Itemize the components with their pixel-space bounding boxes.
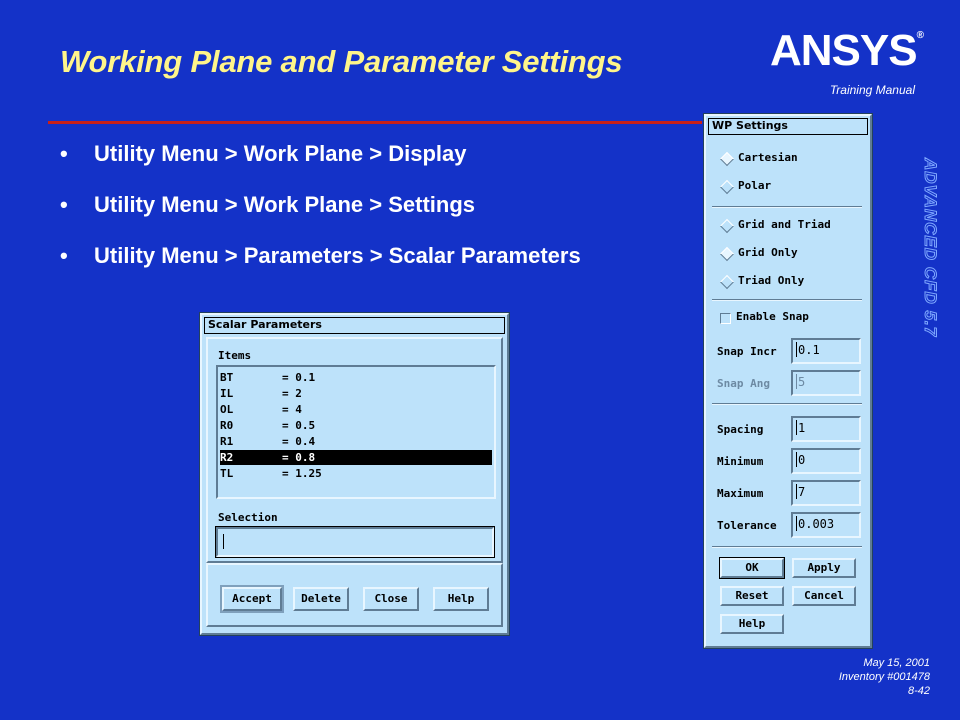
footer-date: May 15, 2001	[863, 657, 930, 669]
dialog-title: Scalar Parameters	[204, 317, 505, 334]
items-list[interactable]	[216, 365, 496, 499]
bullet-text: Utility Menu > Work Plane > Settings	[94, 192, 476, 217]
cartesian-label: Cartesian	[738, 151, 798, 164]
ansys-logo	[770, 26, 923, 76]
list-item[interactable]: OL = 4	[220, 403, 302, 416]
separator	[712, 403, 862, 405]
grid-only-label: Grid Only	[738, 246, 798, 259]
list-item[interactable]: BT = 0.1	[220, 371, 316, 384]
radio-grid-only[interactable]	[720, 247, 734, 261]
apply-button[interactable]: Apply	[792, 558, 856, 578]
bullet-dot: •	[60, 141, 68, 166]
radio-triad-only[interactable]	[720, 275, 734, 289]
cancel-button[interactable]: Cancel	[792, 586, 856, 606]
slide-footer	[760, 656, 930, 698]
ok-button[interactable]: OK	[720, 558, 784, 578]
logo-text: ANSYS	[770, 26, 917, 75]
accept-button[interactable]: Accept	[222, 587, 282, 611]
snap-ang-field[interactable]	[791, 370, 861, 396]
slide-title: Working Plane and Parameter Settings	[60, 44, 623, 79]
minimum-label: Minimum	[717, 455, 764, 468]
help-button[interactable]: Help	[720, 614, 784, 634]
footer-page: 8-42	[907, 685, 930, 697]
dialog-title: WP Settings	[708, 118, 868, 135]
wp-settings-dialog	[704, 114, 872, 648]
text-caret	[796, 420, 797, 435]
text-caret	[796, 452, 797, 467]
tolerance-label: Tolerance	[717, 519, 777, 532]
training-manual-label: Training Manual	[829, 83, 915, 97]
items-label: Items	[218, 349, 252, 362]
enable-snap-checkbox[interactable]	[720, 313, 731, 324]
text-caret	[796, 342, 797, 357]
spacing-label: Spacing	[717, 423, 764, 436]
side-label-wrap	[921, 158, 960, 338]
delete-button[interactable]: Delete	[293, 587, 349, 611]
logo-registered-mark: ®	[916, 30, 923, 41]
reset-button[interactable]: Reset	[720, 586, 784, 606]
footer-inventory: Inventory #001478	[838, 671, 930, 683]
list-item[interactable]: TL = 1.25	[220, 467, 322, 480]
tolerance-value: 0.003	[798, 517, 835, 531]
snap-ang-label: Snap Ang	[717, 377, 770, 390]
list-item[interactable]: R0 = 0.5	[220, 419, 316, 432]
list-item[interactable]: IL = 2	[220, 387, 302, 400]
title-divider	[48, 121, 702, 124]
polar-label: Polar	[738, 179, 772, 192]
maximum-label: Maximum	[717, 487, 764, 500]
close-button[interactable]: Close	[363, 587, 419, 611]
maximum-value: 7	[798, 485, 806, 499]
text-caret	[796, 484, 797, 499]
list-item[interactable]: R1 = 0.4	[220, 435, 316, 448]
spacing-field[interactable]	[791, 416, 861, 442]
side-label: ADVANCED CFD 5.7	[921, 158, 940, 338]
snap-incr-value: 0.1	[798, 343, 820, 357]
radio-cartesian[interactable]	[720, 152, 734, 166]
bullet-text: Utility Menu > Work Plane > Display	[94, 141, 467, 166]
radio-grid-and-triad[interactable]	[720, 219, 734, 233]
enable-snap-label: Enable Snap	[736, 310, 809, 323]
radio-polar[interactable]	[720, 180, 734, 194]
selection-label: Selection	[218, 511, 278, 524]
separator	[712, 299, 862, 301]
spacing-value: 1	[798, 421, 806, 435]
minimum-value: 0	[798, 453, 806, 467]
snap-incr-field[interactable]	[791, 338, 861, 364]
bullet-dot: •	[60, 243, 68, 268]
snap-ang-value: 5	[798, 375, 806, 389]
snap-incr-label: Snap Incr	[717, 345, 777, 358]
text-caret	[223, 534, 224, 549]
scalar-parameters-dialog	[200, 313, 509, 635]
selection-input[interactable]	[216, 527, 494, 557]
triad-only-label: Triad Only	[738, 274, 805, 287]
list-item-selected[interactable]: R2 = 0.8	[220, 450, 492, 465]
tolerance-field[interactable]	[791, 512, 861, 538]
help-button[interactable]: Help	[433, 587, 489, 611]
grid-and-triad-label: Grid and Triad	[738, 218, 831, 231]
separator	[712, 546, 862, 548]
bullet-text: Utility Menu > Parameters > Scalar Parameters	[94, 243, 581, 268]
maximum-field[interactable]	[791, 480, 861, 506]
text-caret	[796, 374, 797, 389]
text-caret	[796, 516, 797, 531]
bullet-dot: •	[60, 192, 68, 217]
separator	[712, 206, 862, 208]
minimum-field[interactable]	[791, 448, 861, 474]
